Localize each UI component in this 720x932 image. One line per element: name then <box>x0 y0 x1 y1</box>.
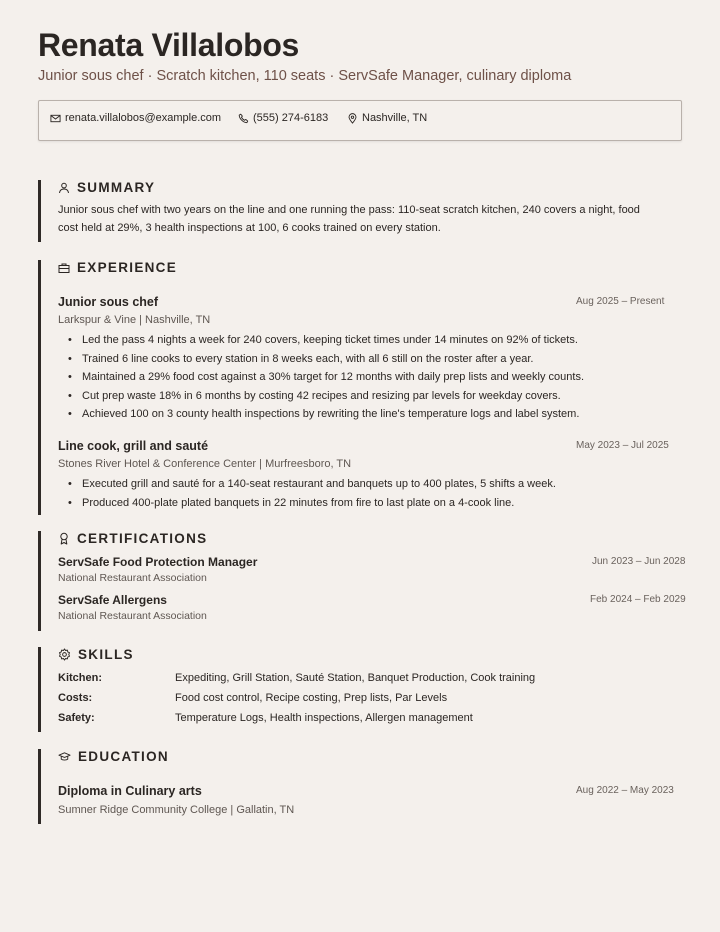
job-dates: Aug 2025 – Present <box>576 296 665 307</box>
skill-value: Expediting, Grill Station, Sauté Station, Banquet Production, Cook training <box>175 672 536 684</box>
job-bullet: • Trained 6 line cooks to every station in 8 weeks each, with all 6 still on the roster after a year. <box>68 350 584 369</box>
summary-heading <box>58 180 155 195</box>
experience-section <box>38 260 669 515</box>
location-text: Nashville, TN <box>362 112 428 124</box>
certification-org: National Restaurant Association <box>58 572 207 584</box>
education-dates: Aug 2022 – May 2023 <box>576 785 674 796</box>
summary-section <box>38 180 640 242</box>
email-text: renata.villalobos@example.com <box>65 112 222 124</box>
job-bullet: • Led the pass 4 nights a week for 240 covers, keeping ticket times under 14 minutes on 92% of tickets. <box>68 331 584 350</box>
job-title: Junior sous chef <box>58 295 159 309</box>
mail-icon <box>50 113 61 124</box>
education-section <box>38 749 674 824</box>
job-bullet: • Produced 400-plate plated banquets in 22 minutes from fire to last plate on a 4-cook line. <box>68 494 556 513</box>
experience-heading <box>58 260 177 275</box>
candidate-tagline: Junior sous chef · Scratch kitchen, 110 seats · ServSafe Manager, culinary diploma <box>38 68 572 84</box>
location-pin-icon <box>347 113 358 124</box>
skill-label: Costs: <box>58 692 93 704</box>
briefcase-icon <box>58 262 70 274</box>
contact-bar <box>38 100 682 141</box>
phone-icon <box>238 113 249 124</box>
education-degree: Diploma in Culinary arts <box>58 784 202 798</box>
job-bullet: • Achieved 100 on 3 county health inspections by rewriting the line's temperature logs and label system. <box>68 405 584 424</box>
skills-heading <box>58 647 134 662</box>
gear-icon <box>58 648 71 661</box>
graduation-cap-icon <box>58 751 71 763</box>
certification-title: ServSafe Allergens <box>58 593 167 607</box>
certifications-heading-text: CERTIFICATIONS <box>77 531 208 546</box>
contact-email[interactable] <box>50 112 221 124</box>
skill-label: Safety: <box>58 712 95 724</box>
education-school: Sumner Ridge Community College | Gallatin, TN <box>58 804 295 816</box>
skills-heading-text: SKILLS <box>78 647 134 662</box>
job-bullet: • Executed grill and sauté for a 140-seat restaurant and banquets up to 400 plates, 5 shifts a week. <box>68 475 556 494</box>
job-dates: May 2023 – Jul 2025 <box>576 440 669 451</box>
summary-heading-text: SUMMARY <box>77 180 156 195</box>
contact-location <box>347 112 427 124</box>
job-title: Line cook, grill and sauté <box>58 439 209 453</box>
experience-heading-text: EXPERIENCE <box>77 260 178 275</box>
education-heading-text: EDUCATION <box>78 749 169 764</box>
skill-value: Temperature Logs, Health inspections, Allergen management <box>175 712 473 724</box>
job-bullets <box>68 475 556 512</box>
contact-phone[interactable] <box>238 112 328 124</box>
education-heading <box>58 749 169 764</box>
job-org: Larkspur & Vine | Nashville, TN <box>58 314 211 326</box>
job-bullets <box>68 331 584 424</box>
skill-label: Kitchen: <box>58 672 102 684</box>
certification-title: ServSafe Food Protection Manager <box>58 555 258 569</box>
skills-section <box>38 647 536 732</box>
job-org: Stones River Hotel & Conference Center | Murfreesboro, TN <box>58 458 352 470</box>
skill-value: Food cost control, Recipe costing, Prep lists, Par Levels <box>175 692 448 704</box>
summary-text: Junior sous chef with two years on the line and one running the pass: 110-seat scratch kitchen, 240 covers a night, food cost held at 29%, 3 health inspections at 100, 6 cooks trained on every station. <box>58 204 640 234</box>
certification-dates: Jun 2023 – Jun 2028 <box>592 556 686 567</box>
phone-text: (555) 274-6183 <box>253 112 329 124</box>
certification-dates: Feb 2024 – Feb 2029 <box>590 594 686 605</box>
job-bullet: • Cut prep waste 18% in 6 months by costing 42 recipes and resizing par levels for weekday covers. <box>68 387 584 406</box>
person-icon <box>58 182 70 194</box>
candidate-name: Renata Villalobos <box>38 27 300 63</box>
certifications-heading <box>58 531 207 546</box>
ribbon-award-icon <box>58 532 70 545</box>
certifications-section <box>38 531 686 631</box>
job-bullet: • Maintained a 29% food cost against a 30% target for 12 months with daily prep lists and weekly counts. <box>68 368 584 387</box>
certification-org: National Restaurant Association <box>58 610 207 622</box>
